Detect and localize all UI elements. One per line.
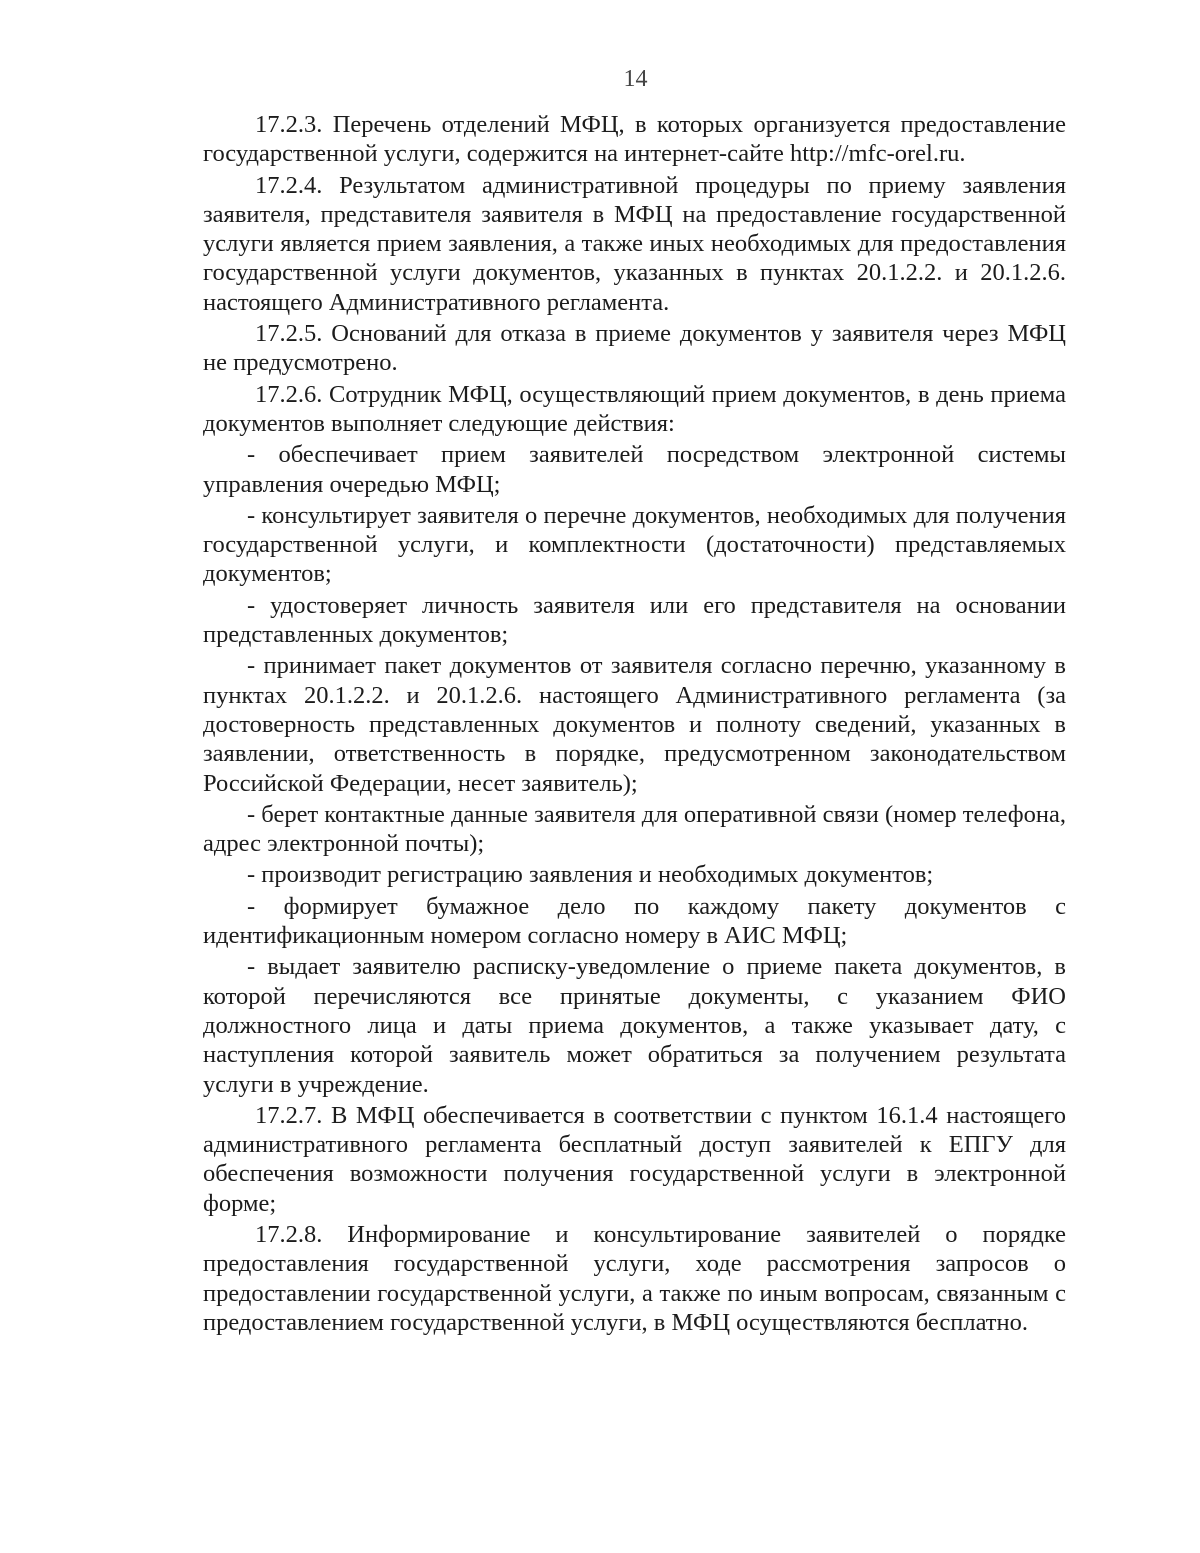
paragraph-17-2-3: 17.2.3. Перечень отделений МФЦ, в которых организуется предоставление государственной услуги, содержится на интернет-сайте http://mfc-orel.ru.	[203, 111, 1066, 168]
list-item-accept-package: - принимает пакет документов от заявителя согласно перечню, указанному в пунктах 20.1.2.2. и 20.1.2.6. настоящего Административного регламента (за достоверность представленных документов и полноту сведений, указанных в заявлении, ответственность в порядке, предусмотренном законодательством Российской Федерации, несет заявитель);	[203, 652, 1066, 797]
list-item-contacts: - берет контактные данные заявителя для оперативной связи (номер телефона, адрес электронной почты);	[203, 800, 1066, 858]
list-item-registration: - производит регистрацию заявления и необходимых документов;	[247, 861, 934, 889]
list-item-paper-file: - формирует бумажное дело по каждому пакету документов с идентификационным номером согласно номеру в АИС МФЦ;	[203, 892, 1066, 950]
list-item-consult: - консультирует заявителя о перечне документов, необходимых для получения государственной услуги, и комплектности (достаточности) представляемых документов;	[203, 501, 1066, 588]
paragraph-17-2-8: 17.2.8. Информирование и консультирование заявителей о порядке предоставления государственной услуги, ходе рассмотрения запросов о предоставлении государственной услуги, а также по иным вопросам, связанным с предоставлением государственной услуги, в МФЦ осуществляются бесплатно.	[203, 1220, 1066, 1336]
paragraph-17-2-4: 17.2.4. Результатом административной процедуры по приему заявления заявителя, представителя заявителя в МФЦ на предоставление государственной услуги является прием заявления, а также иных необходимых для предоставления государственной услуги документов, указанных в пунктах 20.1.2.2. и 20.1.2.6. настоящего Административного регламента.	[203, 171, 1066, 316]
page-number: 14	[623, 66, 648, 92]
paragraph-17-2-5: 17.2.5. Оснований для отказа в приеме документов у заявителя через МФЦ не предусмотрено.	[203, 320, 1066, 377]
paragraph-17-2-7: 17.2.7. В МФЦ обеспечивается в соответствии с пунктом 16.1.4 настоящего административного регламента бесплатный доступ заявителей к ЕПГУ для обеспечения возможности получения государственной услуги в электронной форме;	[203, 1101, 1066, 1217]
document-body	[203, 110, 1066, 1339]
list-item-queue: - обеспечивает прием заявителей посредством электронной системы управления очередью МФЦ;	[203, 441, 1066, 498]
paragraph-17-2-6: 17.2.6. Сотрудник МФЦ, осуществляющий прием документов, в день приема документов выполняет следующие действия:	[203, 380, 1066, 437]
list-item-identity: - удостоверяет личность заявителя или его представителя на основании представленных документов;	[203, 591, 1066, 649]
list-item-receipt: - выдает заявителю расписку-уведомление о приеме пакета документов, в которой перечисляются все принятые документы, с указанием ФИО должностного лица и даты приема документов, а также указывает дату, с наступления которой заявитель может обратиться за получением результата услуги в учреждение.	[203, 953, 1066, 1098]
